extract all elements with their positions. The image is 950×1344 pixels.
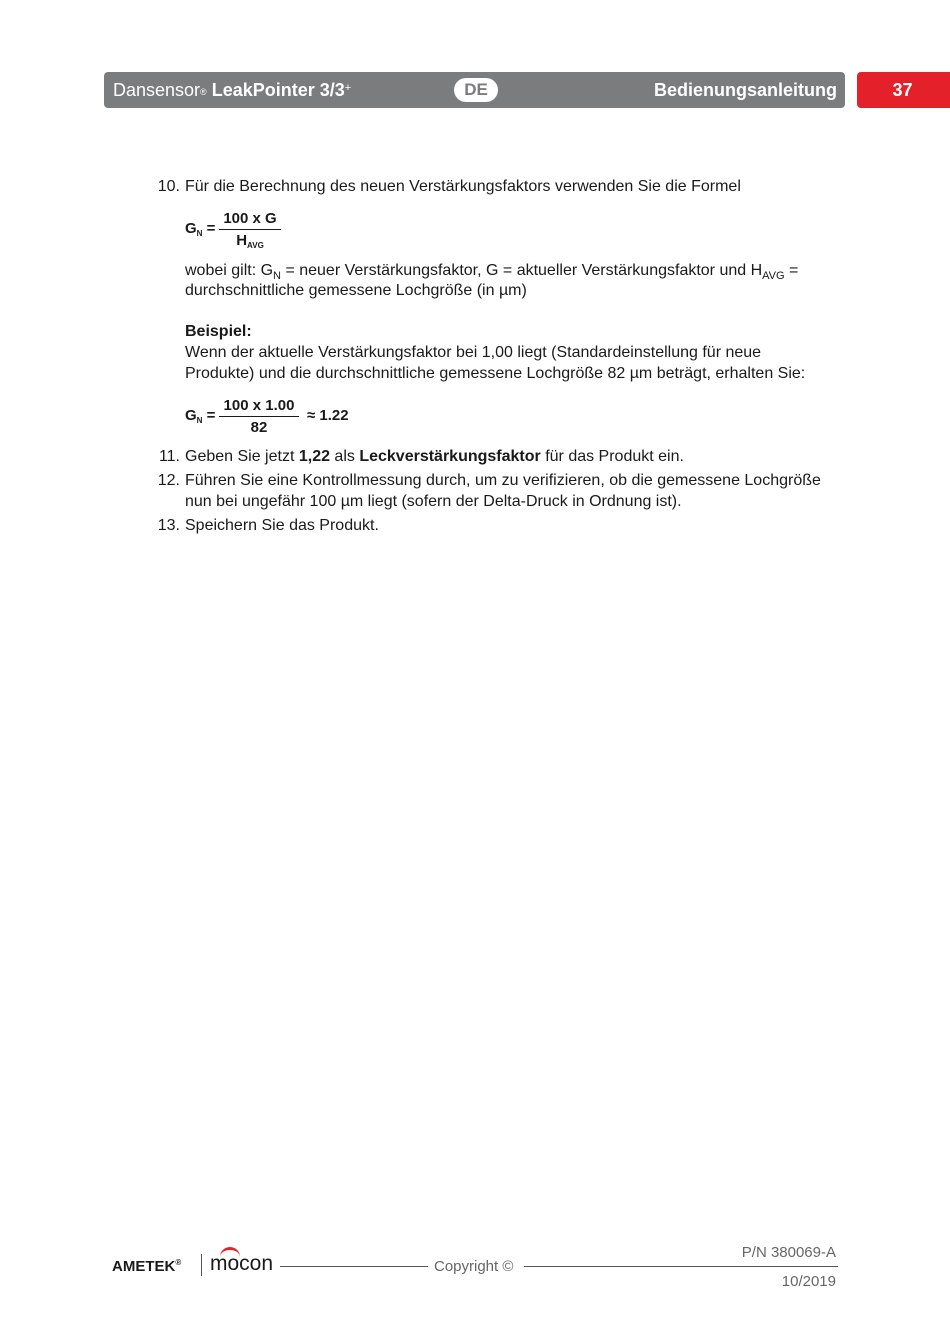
document-title: Bedienungsanleitung xyxy=(653,80,837,100)
formula-lhs: $G_N$ = xyxy=(185,220,216,238)
example-text-line2: Produkte) und die durchschnittliche gemessene Lochgröße 82 µm beträgt, erhalten Sie: xyxy=(185,365,806,382)
step-number: 10. xyxy=(157,178,180,195)
example-text-line1: Wenn der aktuelle Verstärkungsfaktor bei 1,00 liegt (Standardeinstellung für neue xyxy=(185,344,762,361)
formula-definition: wobei gilt: $G_N$ = neuer Verstärkungsfaktor, G = aktueller Verstärkungsfaktor und $H_{AVG}$ = xyxy=(185,262,799,282)
formula-definition-line2: durchschnittliche gemessene Lochgröße (in µm) xyxy=(185,282,527,299)
step-text: Geben Sie jetzt 1,22 als Leckverstärkungsfaktor für das Produkt ein. xyxy=(185,448,684,465)
product-model: LeakPointer 3/3 xyxy=(211,80,345,100)
step-text: Für die Berechnung des neuen Verstärkungsfaktors verwenden Sie die Formel xyxy=(185,178,741,195)
copyright-text: Copyright © xyxy=(434,1258,514,1275)
step-text: Speichern Sie das Produkt. xyxy=(185,517,379,534)
language-badge: DE xyxy=(454,78,498,102)
formula-numerator: 100 x G xyxy=(219,210,281,230)
registered-mark: ® xyxy=(200,87,207,97)
formula-result: ≈ 1.22 xyxy=(307,407,349,424)
step-number: 11. xyxy=(158,448,180,465)
page-number-badge: 37 xyxy=(857,72,950,108)
ametek-logo: AMETEK® xyxy=(112,1258,182,1275)
step-number: 12. xyxy=(157,472,180,489)
step-text-line2: nun bei ungefähr 100 µm liegt (sofern der Delta-Druck in Ordnung ist). xyxy=(185,493,682,510)
formula-denominator: 82 xyxy=(250,419,268,436)
mocon-logo: mocon xyxy=(210,1252,274,1275)
product-model-plus: + xyxy=(344,82,352,94)
step-text-line1: Führen Sie eine Kontrollmessung durch, um zu verifizieren, ob die gemessene Lochgröße xyxy=(185,472,821,489)
logo-divider xyxy=(201,1254,202,1276)
step-number: 13. xyxy=(157,517,180,534)
formula-denominator: $H_{AVG}$ xyxy=(236,232,264,250)
document-date: 10/2019 xyxy=(781,1273,836,1290)
product-name xyxy=(113,80,351,100)
header-bar xyxy=(104,72,845,108)
footer-rule xyxy=(524,1266,838,1267)
formula-lhs: $G_N$ = xyxy=(185,407,216,425)
part-number: P/N 380069-A xyxy=(741,1244,836,1261)
footer-rule xyxy=(280,1266,428,1267)
formula-fraction xyxy=(219,397,299,437)
example-label: Beispiel: xyxy=(185,323,252,340)
brand-name: Dansensor xyxy=(113,80,201,100)
formula-numerator: 100 x 1.00 xyxy=(219,397,299,417)
formula-fraction xyxy=(219,210,281,252)
